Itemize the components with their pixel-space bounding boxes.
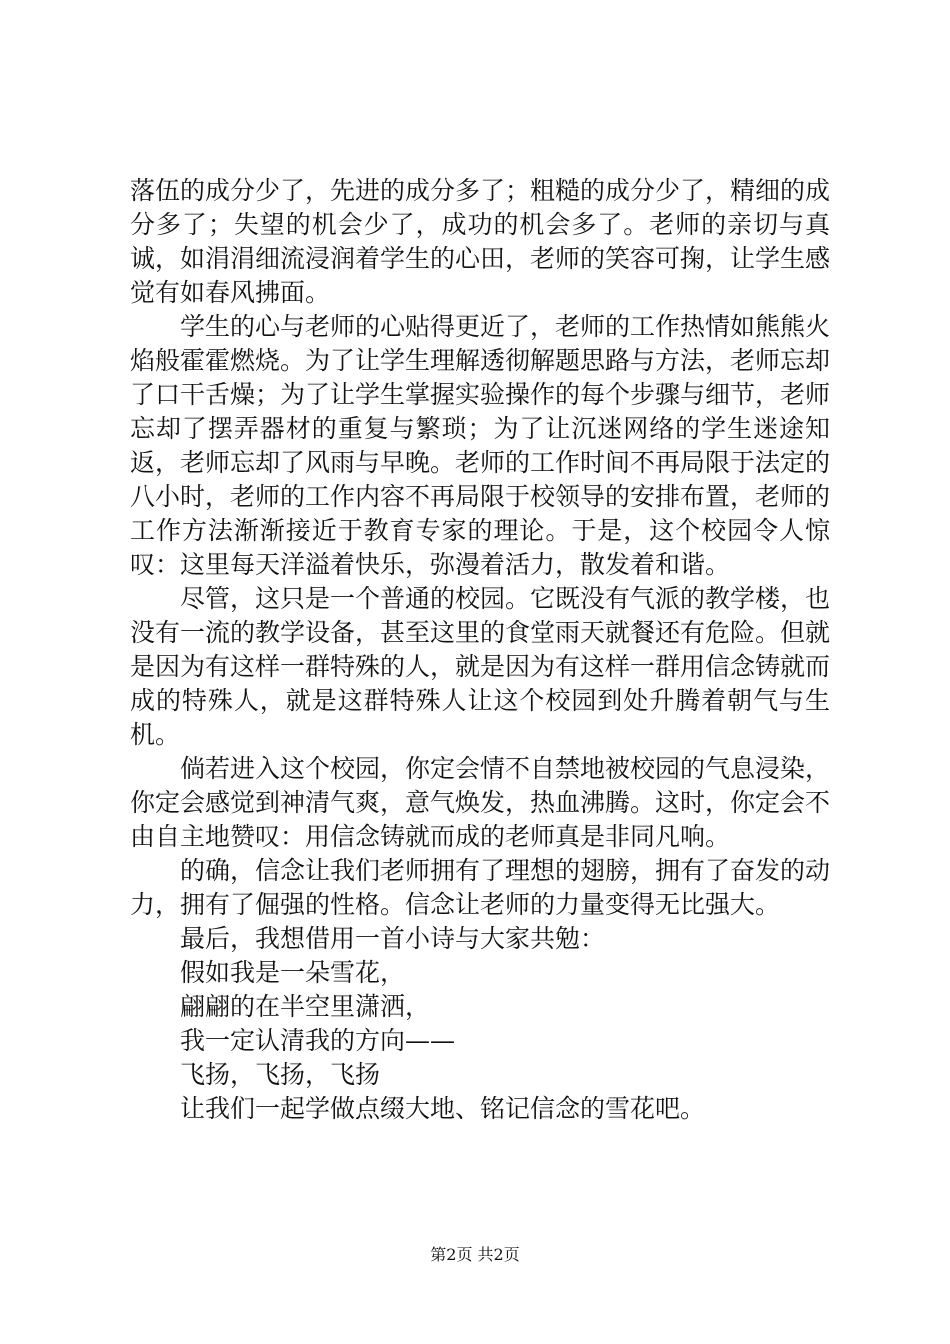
- paragraph-2: 学生的心与老师的心贴得更近了，老师的工作热情如熊熊火焰般霍霍燃烧。为了让学生理解透彻解题思路与方法，老师忘却了口干舌燥；为了让学生掌握实验操作的每个步骤与细节，老师忘却了摆弄器材的重复与繁琐；为了让沉迷网络的学生迷途知返，老师忘却了风雨与早晚。老师的工作时间不再局限于法定的八小时，老师的工作内容不再局限于校领导的安排布置，老师的工作方法渐渐接近于教育专家的理论。于是，这个校园令人惊叹：这里每天洋溢着快乐，弥漫着活力，散发着和谐。: [130, 312, 831, 579]
- poem-line-3: 我一定认清我的方向——: [180, 1026, 456, 1055]
- page-footer: [0, 1244, 950, 1266]
- poem-line-4: 飞扬，飞扬，飞扬: [180, 1060, 381, 1089]
- paragraph-5: 的确，信念让我们老师拥有了理想的翅膀，拥有了奋发的动力，拥有了倔强的性格。信念让老师的力量变得无比强大。: [130, 856, 831, 919]
- poem-line-1: 假如我是一朵雪花，: [180, 958, 406, 987]
- paragraph-3: 尽管，这只是一个普通的校园。它既没有气派的教学楼，也没有一流的教学设备，甚至这里的食堂雨天就餐还有危险。但就是因为有这样一群特殊的人，就是因为有这样一群用信念铸就而成的特殊人，就是这群特殊人让这个校园到处升腾着朝气与生机。: [130, 584, 831, 749]
- document-body: [130, 174, 830, 1126]
- page-number-label: 第2页 共2页: [430, 1245, 520, 1264]
- closing-line: 让我们一起学做点缀大地、铭记信念的雪花吧。: [180, 1094, 706, 1123]
- paragraph-1: 落伍的成分少了，先进的成分多了；粗糙的成分少了，精细的成分多了；失望的机会少了，成功的机会多了。老师的亲切与真诚，如涓涓细流浸润着学生的心田，老师的笑容可掬，让学生感觉有如春风拂面。: [130, 176, 831, 307]
- paragraph-4: 倘若进入这个校园，你定会情不自禁地被校园的气息浸染，你定会感觉到神清气爽，意气焕发，热血沸腾。这时，你定会不由自主地赞叹：用信念铸就而成的老师真是非同凡响。: [130, 754, 831, 851]
- paragraph-6: 最后，我想借用一首小诗与大家共勉：: [180, 924, 606, 953]
- poem-line-2: 翩翩的在半空里潇洒，: [180, 992, 431, 1021]
